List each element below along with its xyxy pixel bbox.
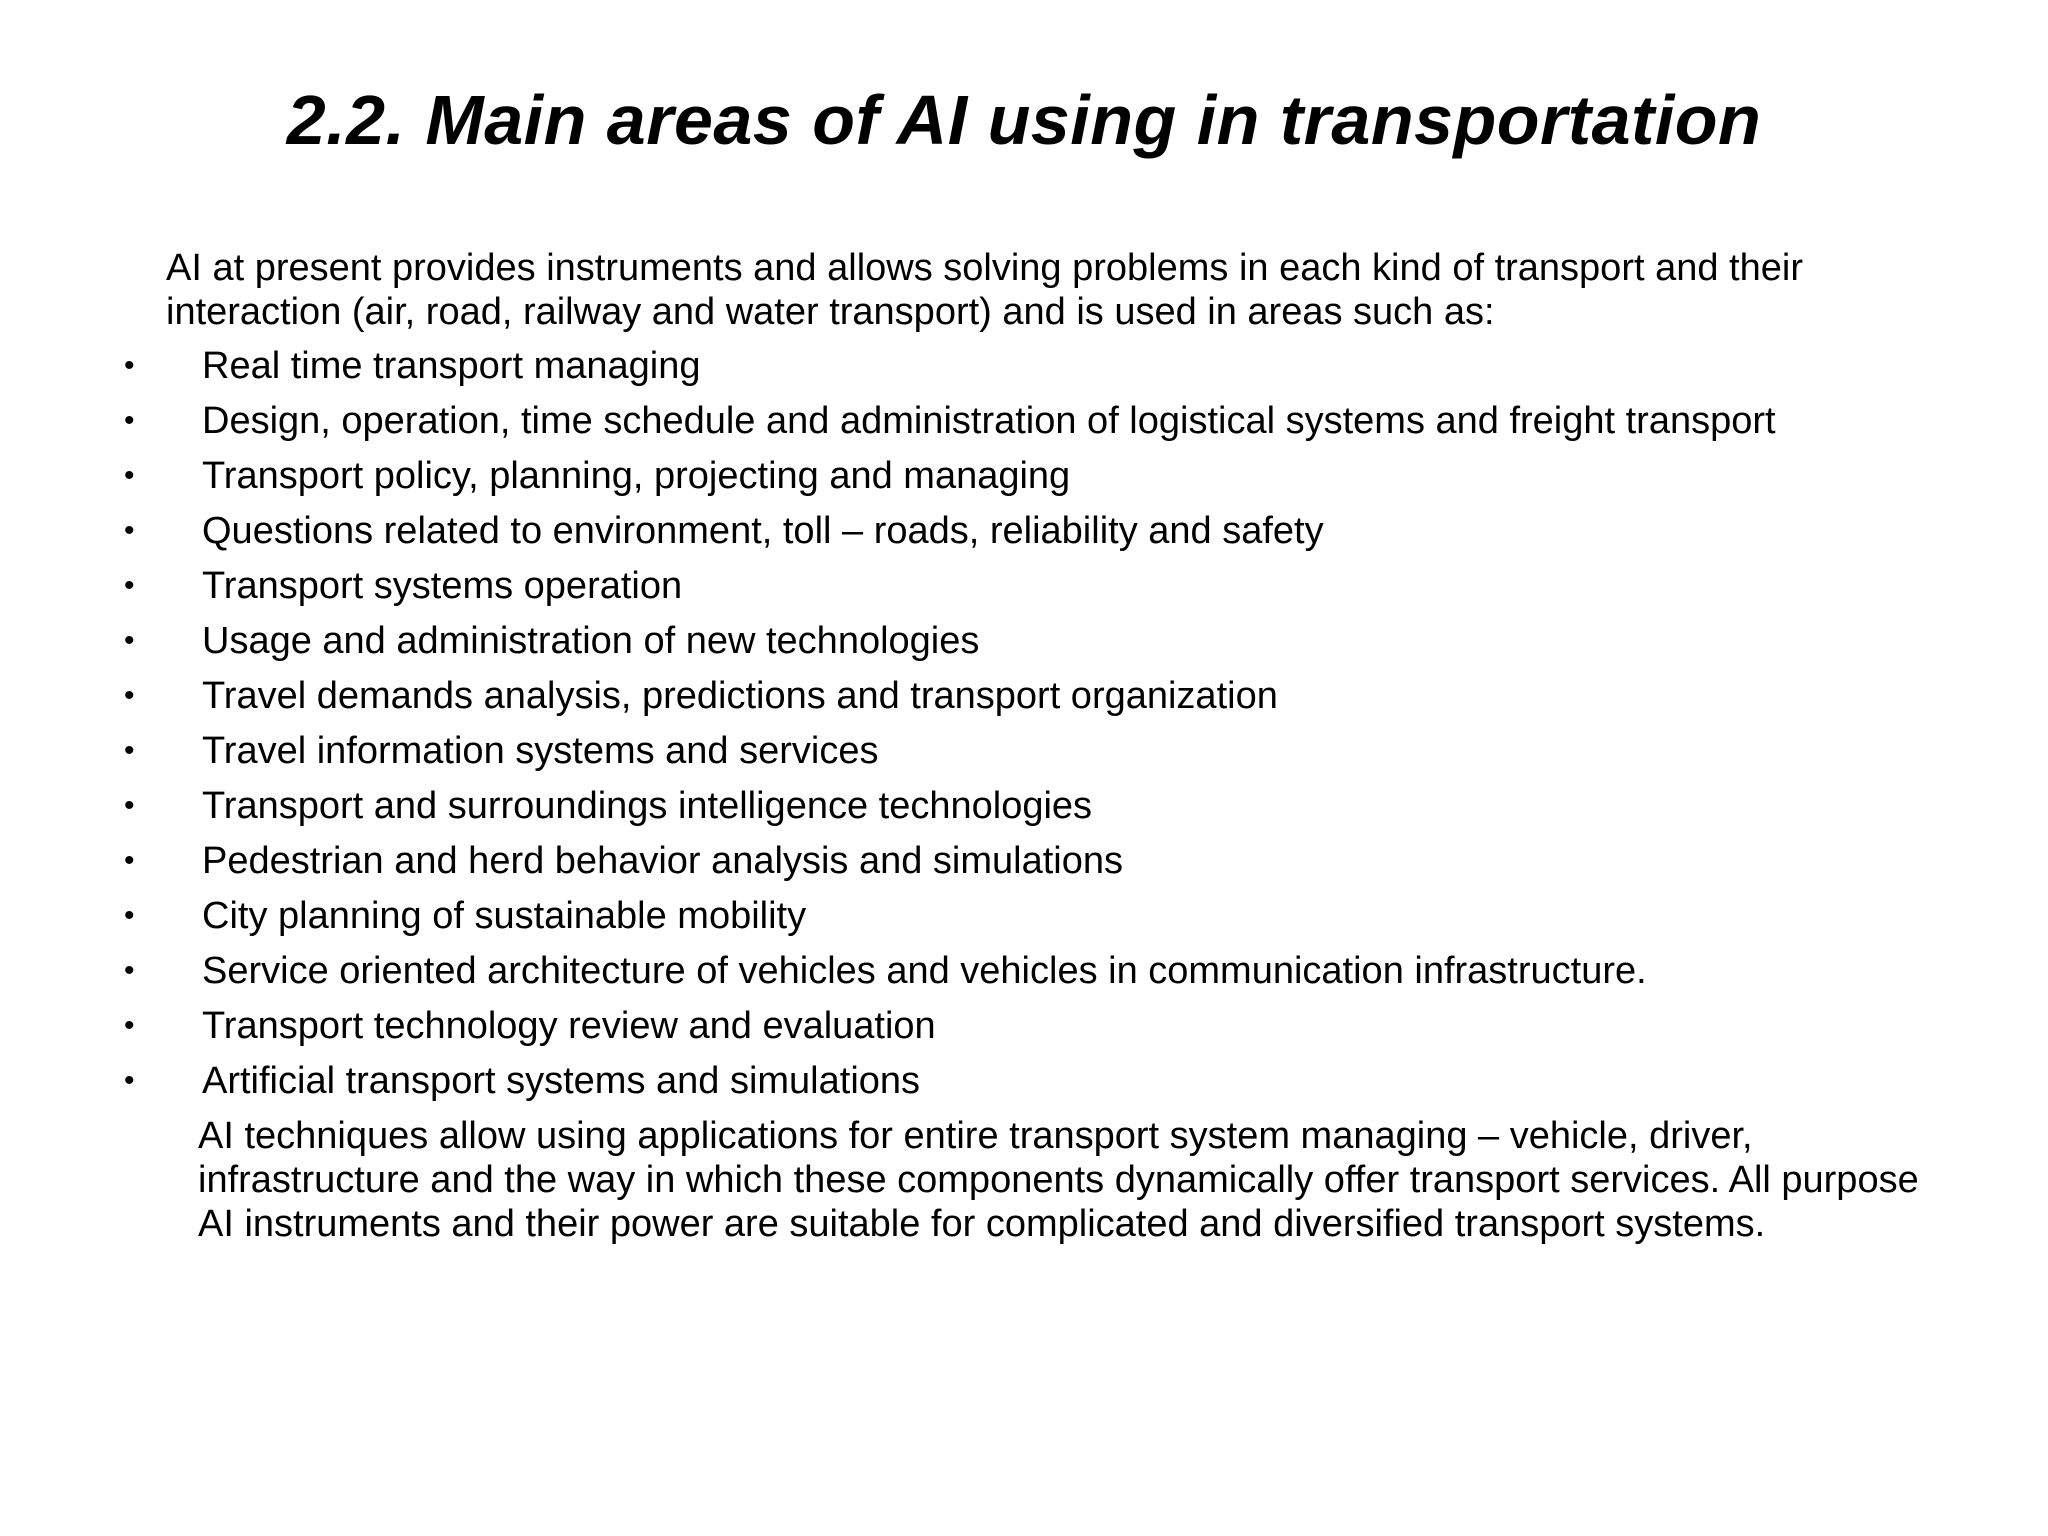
list-item-text: Artificial transport systems and simulations — [202, 1060, 921, 1102]
list-item — [120, 839, 1940, 883]
bullet-list — [120, 344, 1940, 1103]
bullet-icon: • — [124, 624, 135, 657]
list-item — [120, 564, 1940, 608]
list-item-text: Transport policy, planning, projecting and managing — [202, 455, 1071, 497]
list-item-text: Transport and surroundings intelligence technologies — [202, 785, 1093, 827]
slide-body — [120, 246, 1940, 1246]
bullet-icon: • — [124, 789, 135, 822]
list-item — [120, 1059, 1940, 1103]
bullet-icon: • — [124, 679, 135, 712]
outro-paragraph — [120, 1114, 1940, 1246]
list-item — [120, 949, 1940, 993]
list-item-text: Transport technology review and evaluation — [202, 1005, 936, 1047]
list-item-text: City planning of sustainable mobility — [202, 895, 807, 937]
list-item — [120, 454, 1940, 498]
bullet-icon: • — [124, 1009, 135, 1042]
list-item-text: Travel demands analysis, predictions and transport organization — [202, 675, 1278, 717]
list-item — [120, 729, 1940, 773]
list-item — [120, 1004, 1940, 1048]
bullet-icon: • — [124, 954, 135, 987]
bullet-icon: • — [124, 734, 135, 767]
bullet-icon: • — [124, 569, 135, 602]
list-item — [120, 674, 1940, 718]
list-item-text: Pedestrian and herd behavior analysis and simulations — [202, 840, 1123, 882]
list-item-text: Questions related to environment, toll – roads, reliability and safety — [202, 510, 1324, 552]
list-item-text: Service oriented architecture of vehicles and vehicles in communication infrastructure. — [202, 950, 1647, 992]
list-item-text: Usage and administration of new technologies — [202, 620, 980, 662]
list-item-text: Real time transport managing — [202, 345, 701, 387]
list-item — [120, 784, 1940, 828]
bullet-icon: • — [124, 844, 135, 877]
list-item-text: Design, operation, time schedule and administration of logistical systems and freight transport — [202, 400, 1776, 442]
list-item — [120, 399, 1940, 443]
list-item-text: Travel information systems and services — [202, 730, 879, 772]
bullet-icon: • — [124, 459, 135, 492]
bullet-icon: • — [124, 514, 135, 547]
slide-title: 2.2. Main areas of AI using in transportation — [286, 81, 1762, 159]
outro-text: AI techniques allow using applications for entire transport system managing – vehicle, driver, infrastructure and the way in which these components dynamically offer transport services. All purpose AI instruments and their power are suitable for complicated and diversified transport systems. — [198, 1115, 1919, 1245]
intro-paragraph — [120, 246, 1940, 334]
bullet-icon: • — [124, 349, 135, 382]
list-item — [120, 344, 1940, 388]
list-item — [120, 509, 1940, 553]
bullet-icon: • — [124, 1064, 135, 1097]
list-item — [120, 894, 1940, 938]
intro-text: AI at present provides instruments and allows solving problems in each kind of transport and their interaction (air, road, railway and water transport) and is used in areas such as: — [166, 247, 1803, 333]
list-item-text: Transport systems operation — [202, 565, 683, 607]
bullet-icon: • — [124, 899, 135, 932]
bullet-icon: • — [124, 404, 135, 437]
list-item — [120, 619, 1940, 663]
